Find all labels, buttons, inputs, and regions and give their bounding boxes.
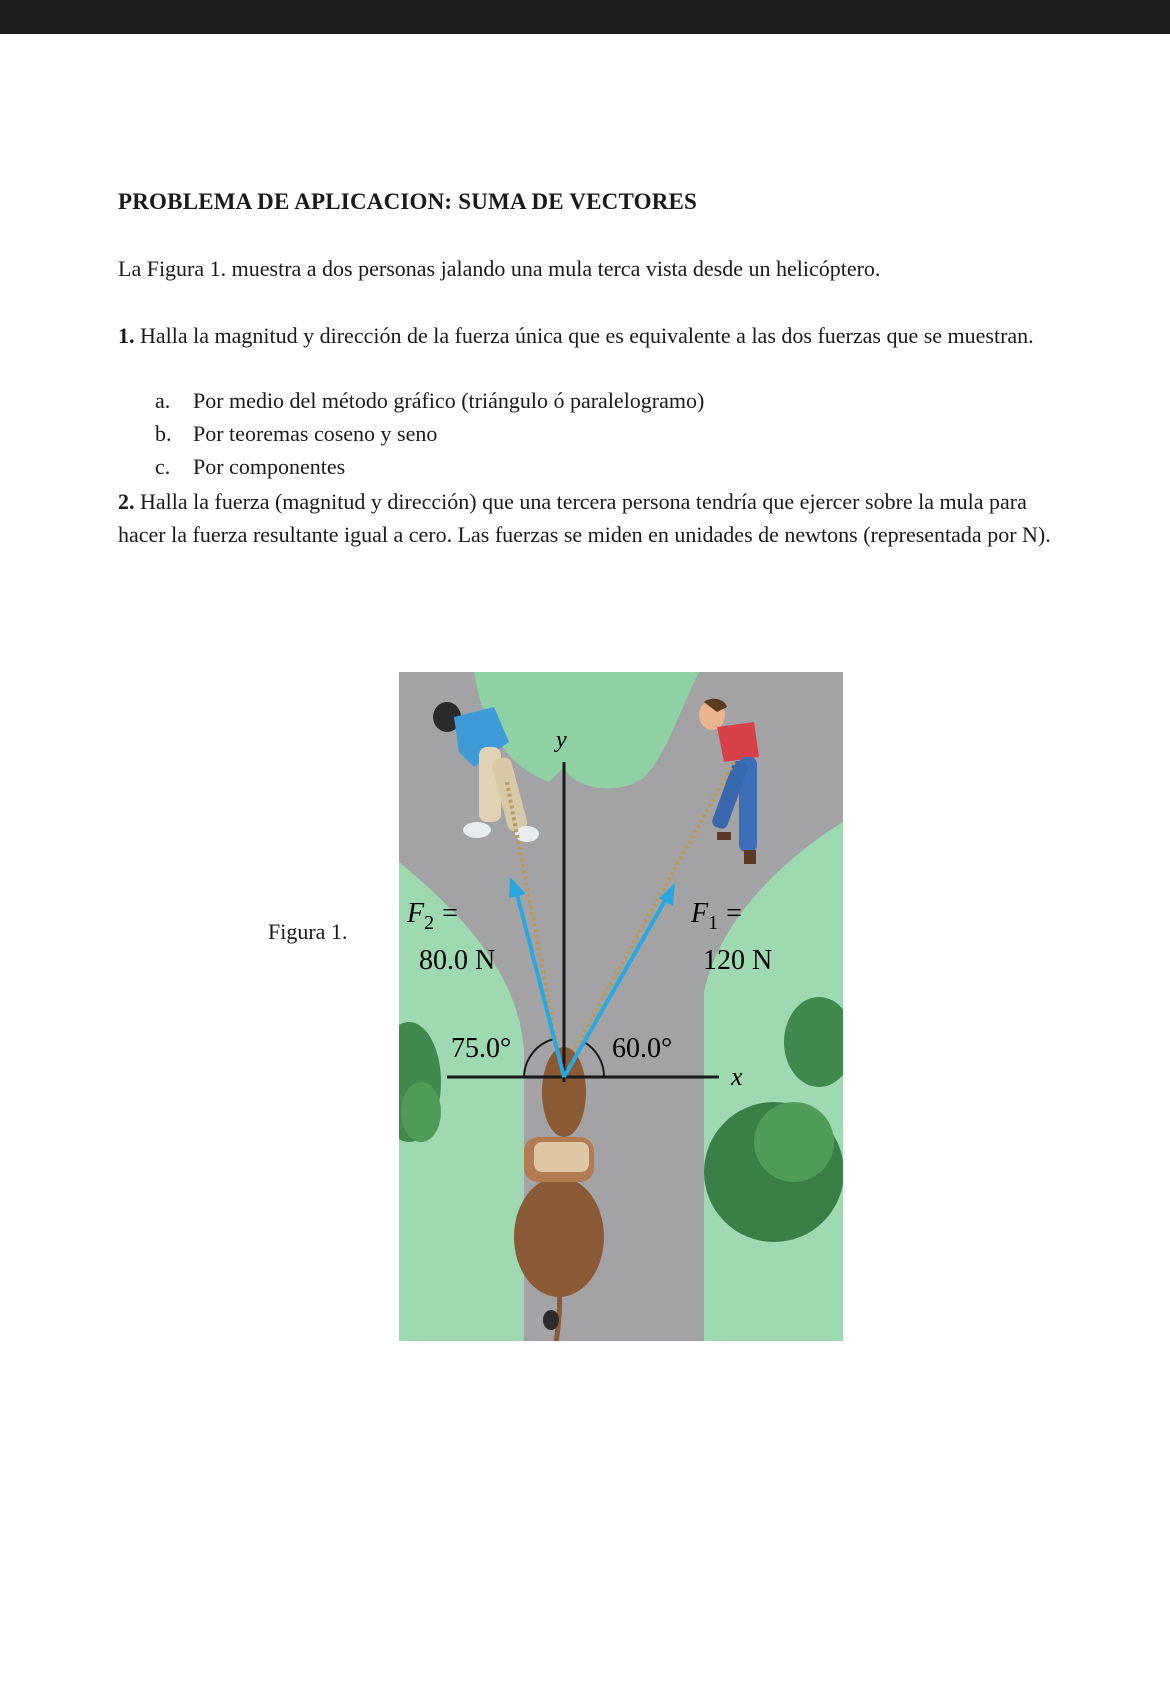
method-marker: c. bbox=[155, 454, 171, 479]
f1-value: 120 N bbox=[703, 945, 773, 976]
f1-equals: = bbox=[726, 898, 742, 929]
top-bar bbox=[0, 0, 1170, 34]
document-page bbox=[0, 34, 1170, 1689]
f1-symbol: F bbox=[691, 898, 709, 929]
angle-left-label: 75.0° bbox=[451, 1033, 512, 1064]
y-axis-label: y bbox=[556, 727, 567, 753]
document-title: PROBLEMA DE APLICACION: SUMA DE VECTORES bbox=[118, 189, 698, 214]
question-2-number: 2. bbox=[118, 489, 135, 514]
methods-list bbox=[155, 384, 704, 483]
x-axis-label: x bbox=[731, 1062, 743, 1091]
method-item bbox=[155, 384, 704, 417]
question-2-text: Halla la fuerza (magnitud y dirección) que una tercera persona tendría que ejercer sobre la mula para hacer la fuerza resultante igual a cero. Las fuerzas se miden en unidades de newtons (representada por N). bbox=[118, 489, 1051, 547]
question-1-text: Halla la magnitud y dirección de la fuerza única que es equivalente a las dos fuerzas que se muestran. bbox=[140, 323, 1034, 348]
question-2 bbox=[118, 485, 1068, 551]
f2-subscript: 2 bbox=[424, 912, 435, 934]
method-marker: a. bbox=[155, 388, 171, 413]
intro-paragraph: La Figura 1. muestra a dos personas jalando una mula terca vista desde un helicóptero. bbox=[118, 256, 881, 281]
figure-label: Figura 1. bbox=[268, 919, 348, 944]
method-item bbox=[155, 417, 704, 450]
f2-equals: = bbox=[442, 898, 458, 929]
f2-value: 80.0 N bbox=[419, 945, 496, 976]
method-item bbox=[155, 450, 704, 483]
method-text: Por teoremas coseno y seno bbox=[193, 421, 438, 446]
figure-svg bbox=[399, 672, 843, 1341]
f1-subscript: 1 bbox=[708, 912, 719, 934]
method-marker: b. bbox=[155, 421, 172, 446]
figure-1 bbox=[399, 672, 843, 1341]
question-1-number: 1. bbox=[118, 323, 135, 348]
method-text: Por medio del método gráfico (triángulo ó paralelogramo) bbox=[193, 388, 705, 413]
angle-right-label: 60.0° bbox=[612, 1033, 673, 1064]
f2-symbol: F bbox=[407, 898, 425, 929]
method-text: Por componentes bbox=[193, 454, 346, 479]
question-1 bbox=[118, 319, 1068, 352]
